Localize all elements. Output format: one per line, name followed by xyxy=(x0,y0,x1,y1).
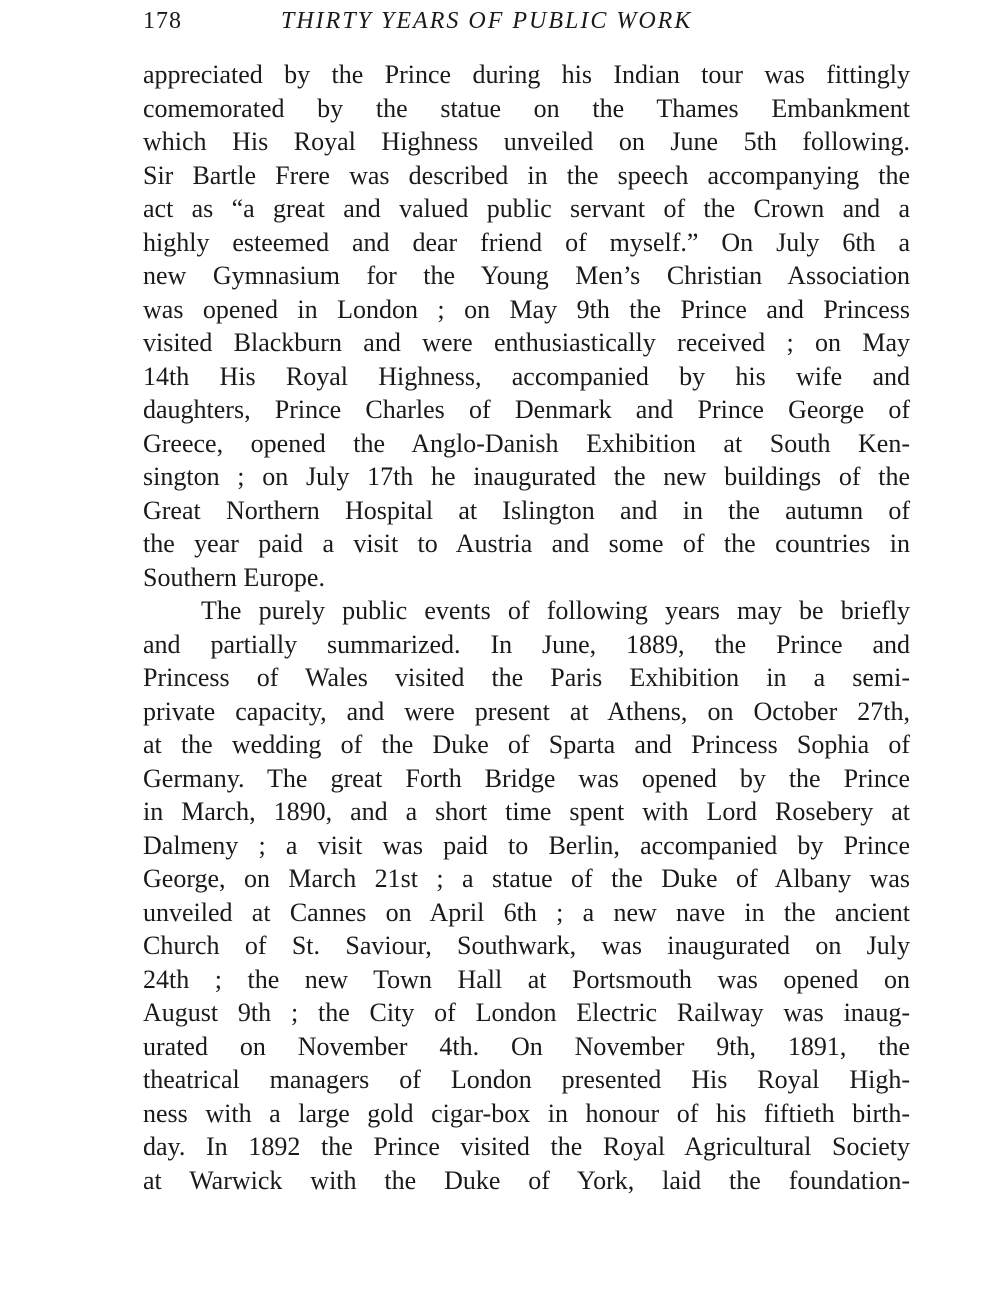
text-line: Germany. The great Forth Bridge was opened by the Prince xyxy=(143,763,910,793)
text-line: Greece, opened the Anglo-Danish Exhibition at South Ken- xyxy=(143,428,910,458)
text-line: in March, 1890, and a short time spent with Lord Rosebery at xyxy=(143,797,910,826)
paragraph-first-line: The purely public events of following years may be briefly xyxy=(201,596,910,625)
running-title: THIRTY YEARS OF PUBLIC WORK xyxy=(281,8,693,34)
text-line: 14th His Royal Highness, accompanied by his wife and xyxy=(143,361,910,391)
text-line: appreciated by the Prince during his Indian tour was fittingly xyxy=(143,60,910,89)
text-line: Church of St. Saviour, Southwark, was inaugurated on July xyxy=(143,931,910,960)
body-text xyxy=(143,58,910,1197)
text-line: at the wedding of the Duke of Sparta and Princess Sophia of xyxy=(143,730,910,759)
text-line: the year paid a visit to Austria and some of the countries in xyxy=(143,529,910,558)
text-line: which His Royal Highness unveiled on June 5th following. xyxy=(143,127,910,156)
text-line: theatrical managers of London presented His Royal High- xyxy=(143,1065,910,1094)
text-line: ness with a large gold cigar-box in honour of his fiftieth birth- xyxy=(143,1098,910,1128)
text-line: unveiled at Cannes on April 6th ; a new nave in the ancient xyxy=(143,897,910,927)
text-line: comemorated by the statue on the Thames Embankment xyxy=(143,93,910,123)
text-line: Great Northern Hospital at Islington and in the autumn of xyxy=(143,495,910,525)
text-line: sington ; on July 17th he inaugurated the new buildings of the xyxy=(143,462,910,491)
text-line: visited Blackburn and were enthusiastically received ; on May xyxy=(143,328,910,357)
paragraph-end-line: Southern Europe. xyxy=(143,562,325,592)
text-line: Dalmeny ; a visit was paid to Berlin, accompanied by Prince xyxy=(143,830,910,860)
text-line: daughters, Prince Charles of Denmark and Prince George of xyxy=(143,395,910,424)
text-line: Sir Bartle Frere was described in the speech accompanying the xyxy=(143,160,910,190)
text-line: and partially summarized. In June, 1889, the Prince and xyxy=(143,629,910,659)
text-line: was opened in London ; on May 9th the Prince and Princess xyxy=(143,294,910,324)
text-line: 24th ; the new Town Hall at Portsmouth was opened on xyxy=(143,964,910,994)
running-head xyxy=(143,4,910,38)
page-number: 178 xyxy=(143,8,182,34)
text-line: Princess of Wales visited the Paris Exhibition in a semi- xyxy=(143,663,910,692)
text-line: act as “a great and valued public servant of the Crown and a xyxy=(143,194,910,223)
text-line: day. In 1892 the Prince visited the Royal Agricultural Society xyxy=(143,1132,910,1161)
text-line: highly esteemed and dear friend of myself.” On July 6th a xyxy=(143,227,910,257)
text-line: George, on March 21st ; a statue of the Duke of Albany was xyxy=(143,864,910,893)
text-line: new Gymnasium for the Young Men’s Christian Association xyxy=(143,261,910,290)
text-line: August 9th ; the City of London Electric Railway was inaug- xyxy=(143,998,910,1027)
text-line: at Warwick with the Duke of York, laid the foundation- xyxy=(143,1165,910,1195)
text-line: private capacity, and were present at Athens, on October 27th, xyxy=(143,696,910,726)
text-line: urated on November 4th. On November 9th, 1891, the xyxy=(143,1031,910,1061)
